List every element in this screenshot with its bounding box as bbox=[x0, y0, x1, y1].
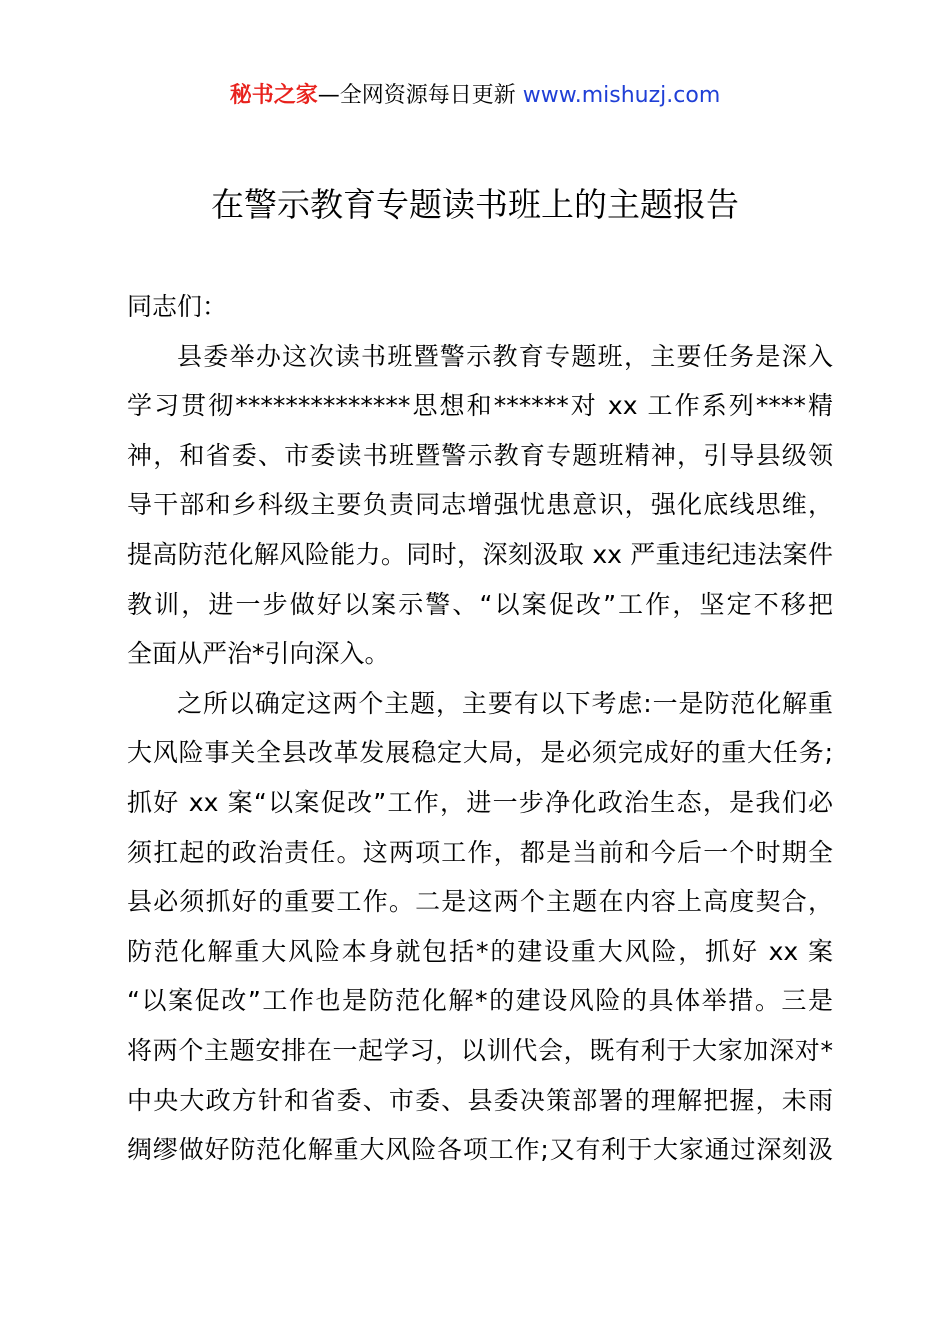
text-line: 县必须抓好的重要工作。二是这两个主题在内容上高度契合， bbox=[127, 887, 833, 917]
text-line: 将两个主题安排在一起学习，以训代会，既有利于大家加深对* bbox=[127, 1035, 833, 1065]
site-url-link[interactable]: www.mishuzj.com bbox=[522, 83, 721, 108]
site-header bbox=[0, 80, 950, 112]
text-line: 中央大政方针和省委、市委、县委决策部署的理解把握，未雨 bbox=[127, 1085, 833, 1115]
text-line: 抓好 xx 案“以案促改”工作，进一步净化政治生态，是我们必 bbox=[127, 787, 833, 817]
text-line: 须扛起的政治责任。这两项工作，都是当前和今后一个时期全 bbox=[127, 837, 833, 867]
text-line: 县委举办这次读书班暨警示教育专题班，主要任务是深入 bbox=[177, 341, 833, 371]
text-line: 防范化解重大风险本身就包括*的建设重大风险，抓好 xx 案 bbox=[127, 936, 833, 966]
text-line: 提高防范化解风险能力。同时，深刻汲取 xx 严重违纪违法案件 bbox=[127, 539, 833, 569]
text-line: 之所以确定这两个主题，主要有以下考虑:一是防范化解重 bbox=[177, 688, 833, 718]
text-line: 全面从严治*引向深入。 bbox=[127, 639, 390, 669]
text-line: 教训，进一步做好以案示警、“以案促改”工作，坚定不移把 bbox=[127, 589, 833, 619]
document-body bbox=[127, 282, 833, 1175]
salutation: 同志们： bbox=[127, 292, 228, 321]
document-title: 在警示教育专题读书班上的主题报告 bbox=[211, 185, 739, 224]
text-line: 绸缪做好防范化解重大风险各项工作;又有利于大家通过深刻汲 bbox=[127, 1135, 833, 1165]
text-line: “以案促改”工作也是防范化解*的建设风险的具体举措。三是 bbox=[127, 986, 833, 1016]
site-brand: 秘书之家 bbox=[229, 83, 318, 108]
site-tagline: —全网资源每日更新 bbox=[317, 83, 523, 108]
paragraph-1 bbox=[127, 332, 833, 679]
text-line: 学习贯彻**************思想和******对 xx 工作系列****精 bbox=[127, 391, 833, 421]
text-line: 导干部和乡科级主要负责同志增强忧患意识，强化底线思维， bbox=[127, 490, 833, 520]
text-line: 神，和省委、市委读书班暨警示教育专题班精神，引导县级领 bbox=[127, 440, 833, 470]
text-line: 大风险事关全县改革发展稳定大局，是必须完成好的重大任务; bbox=[127, 738, 833, 768]
paragraph-2 bbox=[127, 679, 833, 1175]
